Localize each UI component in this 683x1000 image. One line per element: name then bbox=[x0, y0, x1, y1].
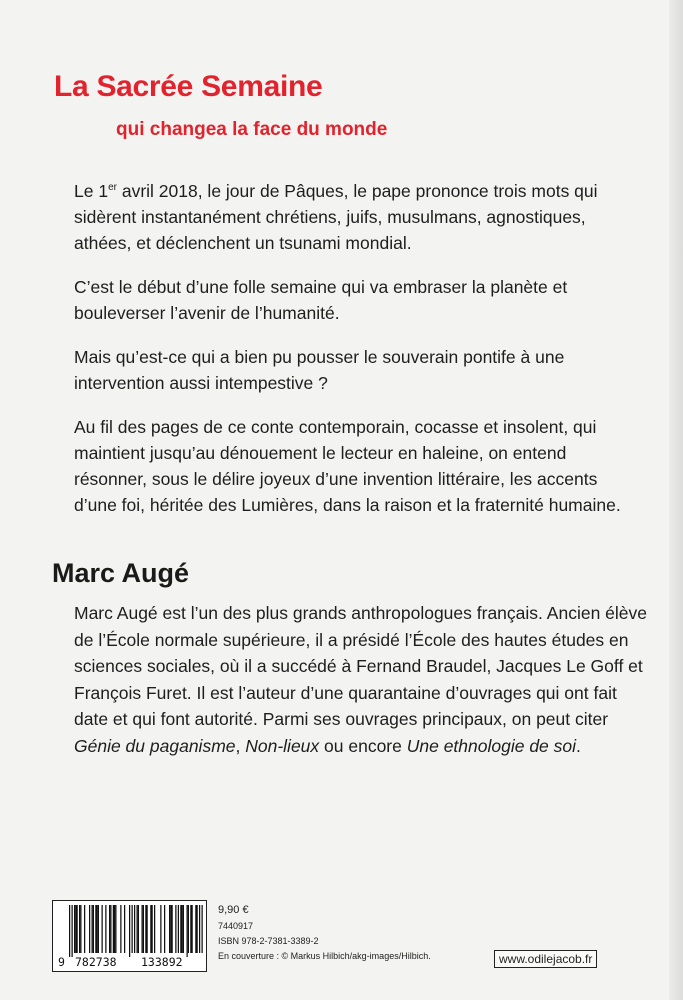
cover-credit: En couverture : © Markus Hilbich/akg-images/Hilbich. bbox=[218, 951, 431, 961]
barcode-bar bbox=[77, 905, 78, 953]
barcode-bar bbox=[109, 905, 110, 953]
blurb-paragraph-2: C’est le début d’une folle semaine qui va embraser la planète et bouleverser l’avenir de l’humanité. bbox=[74, 277, 568, 323]
barcode-bar bbox=[192, 905, 193, 953]
barcode-bar bbox=[142, 905, 143, 953]
barcode-bar bbox=[74, 905, 75, 953]
barcode-bar bbox=[169, 905, 170, 953]
bio-end: . bbox=[576, 735, 581, 756]
book-subtitle: qui changea la face du monde bbox=[116, 119, 388, 140]
barcode-bar bbox=[152, 905, 153, 953]
author-name: Marc Augé bbox=[52, 558, 190, 588]
author-bio bbox=[74, 600, 654, 759]
blurb-p1-prefix: Le 1 bbox=[74, 181, 109, 201]
barcode-bar bbox=[199, 905, 200, 953]
barcode-bar bbox=[132, 905, 133, 953]
barcode-bar bbox=[143, 905, 144, 953]
barcode-bar bbox=[102, 905, 103, 953]
barcode-bar bbox=[105, 905, 106, 953]
barcode-bar bbox=[183, 905, 184, 953]
blurb-p1-rest: avril 2018, le jour de Pâques, le pape prononce trois mots qui sidèrent instantanément chrétiens, juifs, musulmans, agnostiques, athées, et déclenchent un tsunami mondial. bbox=[74, 181, 598, 253]
blurb-paragraph-1 bbox=[74, 178, 634, 256]
barcode-bar bbox=[89, 905, 90, 953]
barcode-group-right: 133892 bbox=[141, 955, 183, 969]
barcode-bar bbox=[195, 905, 196, 953]
barcode-bar bbox=[115, 905, 116, 953]
barcode-bar bbox=[145, 905, 146, 953]
book-title: La Sacrée Semaine bbox=[54, 70, 323, 103]
blurb bbox=[74, 178, 634, 536]
barcode-bar bbox=[150, 905, 151, 953]
page-edge bbox=[669, 0, 683, 1000]
barcode-bar bbox=[160, 905, 161, 953]
barcode-bar bbox=[188, 905, 189, 953]
bio-sep-2: ou encore bbox=[319, 735, 407, 756]
barcode-bar bbox=[175, 905, 176, 953]
barcode-bar bbox=[202, 905, 203, 953]
barcode-bar bbox=[97, 905, 98, 953]
barcode-bar bbox=[75, 905, 76, 953]
product-code: 7440917 bbox=[218, 921, 254, 931]
barcode-bar bbox=[95, 905, 96, 953]
isbn: ISBN 978-2-7381-3389-2 bbox=[218, 936, 319, 946]
barcode-group-left: 782738 bbox=[75, 955, 117, 969]
barcode-bar bbox=[98, 905, 99, 953]
barcode-bar bbox=[197, 905, 198, 953]
barcode-bar bbox=[129, 905, 130, 957]
barcode-bar bbox=[187, 905, 188, 957]
price: 9,90 € bbox=[218, 904, 249, 916]
barcode-bar bbox=[79, 905, 80, 953]
barcode-bar bbox=[178, 905, 179, 953]
barcode-bar bbox=[154, 905, 155, 953]
work-title-ethnologie: Une ethnologie de soi bbox=[406, 735, 577, 756]
barcode-bar bbox=[172, 905, 173, 953]
barcode-bar bbox=[80, 905, 81, 953]
barcode-bar bbox=[84, 905, 85, 953]
barcode-bar bbox=[147, 905, 148, 953]
barcode bbox=[52, 900, 207, 972]
barcode-bar bbox=[110, 905, 111, 953]
barcode-bar bbox=[137, 905, 138, 953]
barcode-bar bbox=[164, 905, 165, 953]
publisher-website: www.odilejacob.fr bbox=[494, 950, 597, 968]
barcode-bar bbox=[92, 905, 93, 953]
bio-text: Marc Augé est l’un des plus grands anthropologues français. Ancien élève de l’École normale supérieure, il a présidé l’École des hautes études en sciences sociales, où il a succédé à Fernand Braudel, Jacques Le Goff et François Furet. Il est l’auteur d’une quarantaine d’ouvrages qui ont fait date et qui font autorité. Parmi ses ouvrages principaux, on peut citer bbox=[74, 603, 647, 729]
barcode-digit-first: 9 bbox=[58, 955, 65, 969]
barcode-digits bbox=[53, 955, 206, 971]
barcode-bar bbox=[134, 905, 135, 953]
blurb-paragraph-3: Mais qu’est-ce qui a bien pu pousser le souverain pontife à une intervention aussi intempestive ? bbox=[74, 347, 565, 393]
barcode-bar bbox=[138, 905, 139, 953]
blurb-paragraph-4: Au fil des pages de ce conte contemporain, cocasse et insolent, qui maintient jusqu’au dénouement le lecteur en haleine, on entend résonner, sous le délire joyeux d’une invention littéraire, les accents d’une foi, héritée des Lumières, dans la raison et la fraternité humaine. bbox=[74, 417, 621, 515]
barcode-bar bbox=[114, 905, 115, 953]
barcode-bar bbox=[180, 905, 181, 953]
barcode-bar bbox=[190, 905, 191, 953]
book-info bbox=[218, 901, 431, 964]
work-title-genie: Génie du paganisme bbox=[74, 735, 236, 756]
barcode-bar bbox=[170, 905, 171, 953]
bio-sep-1: , bbox=[235, 735, 246, 756]
barcode-bar bbox=[120, 905, 121, 953]
barcode-bar bbox=[124, 905, 125, 953]
barcode-bar bbox=[72, 905, 73, 957]
barcode-bar bbox=[69, 905, 70, 957]
barcode-bars bbox=[53, 901, 206, 957]
barcode-bar bbox=[182, 905, 183, 953]
barcode-bar bbox=[93, 905, 94, 953]
barcode-bar bbox=[113, 905, 114, 953]
work-title-non-lieux: Non-lieux bbox=[245, 735, 320, 756]
ordinal-superscript: er bbox=[108, 182, 117, 193]
